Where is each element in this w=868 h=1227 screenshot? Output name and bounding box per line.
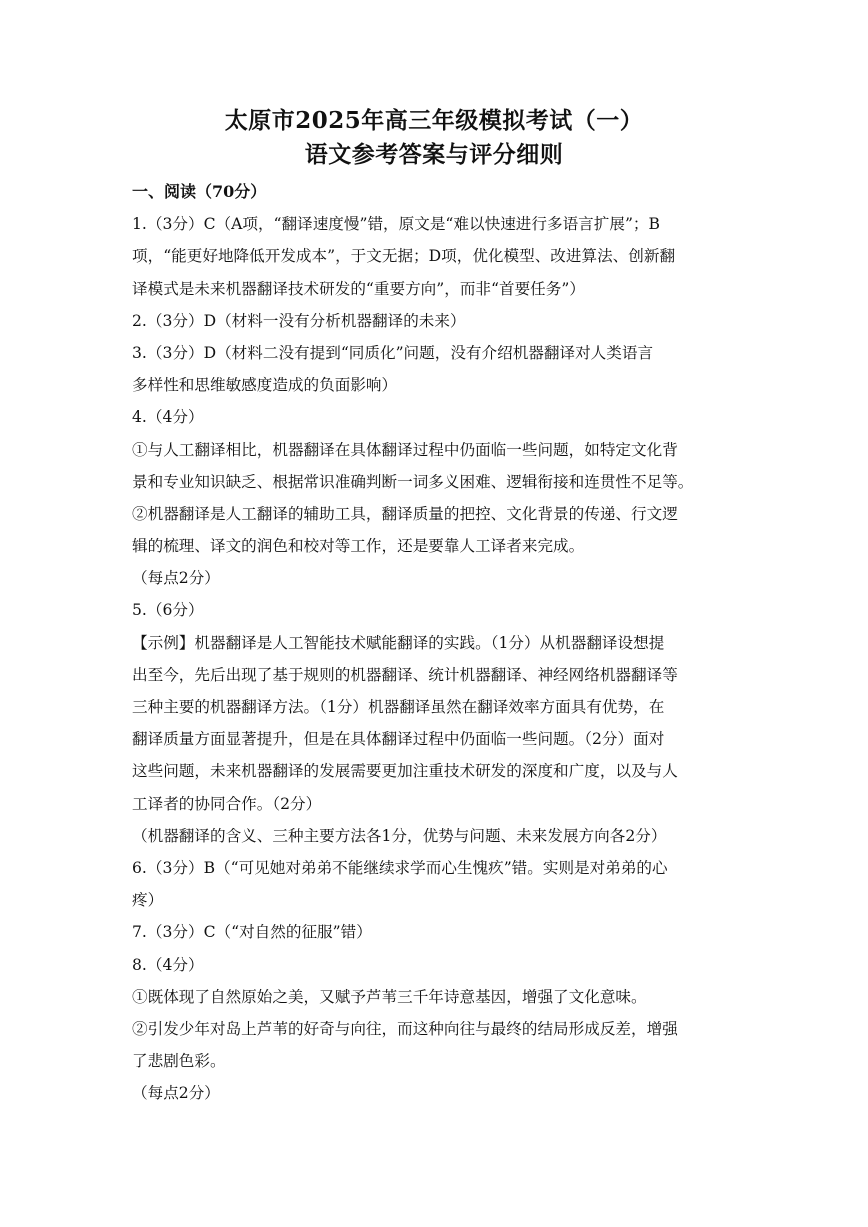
answer-line: 多样性和思维敏感度造成的负面影响） [132, 376, 398, 395]
answer-line: 项，“能更好地降低开发成本”，于文无据；D项，优化模型、改进算法、创新翻 [132, 247, 676, 266]
answer-line: （机器翻译的含义、三种主要方法各1分，优势与问题、未来发展方向各2分） [132, 826, 667, 845]
answer-line: ①既体现了自然原始之美，又赋予芦苇三千年诗意基因，增强了文化意味。 [132, 987, 647, 1006]
answer-line: 工译者的协同合作。（2分） [132, 794, 322, 813]
answer-line: 3.（3分）D（材料二没有提到“同质化”问题，没有介绍机器翻译对人类语言 [132, 343, 654, 362]
document-title: 太原市2025年高三年级模拟考试（一） [224, 107, 644, 134]
answer-line: 译模式是未来机器翻译技术研发的“重要方向”，而非“首要任务”） [132, 279, 585, 298]
answer-line: 7.（3分）C（“对自然的征服”错） [132, 923, 372, 942]
answer-line: 景和专业知识缺乏、根据常识准确判断一词多义困难、逻辑衔接和连贯性不足等。 [132, 472, 694, 491]
answer-line: 2.（3分）D（材料一没有分析机器翻译的未来） [132, 311, 466, 330]
answer-line: 8.（4分） [132, 955, 204, 974]
answer-line: 疼） [132, 891, 164, 910]
answer-content [132, 176, 742, 1109]
answer-line: 了悲剧色彩。 [132, 1052, 226, 1071]
document-subtitle: 语文参考答案与评分细则 [304, 141, 564, 168]
answer-line: ①与人工翻译相比，机器翻译在具体翻译过程中仍面临一些问题，如特定文化背 [132, 440, 678, 459]
answer-line: 6.（3分）B（“可见她对弟弟不能继续求学而心生愧疚”错。实则是对弟弟的心 [132, 858, 668, 877]
answer-line: 出至今，先后出现了基于规则的机器翻译、统计机器翻译、神经网络机器翻译等 [132, 665, 678, 684]
answer-line: 5.（6分） [132, 601, 204, 620]
answer-line: ②引发少年对岛上芦苇的好奇与向往，而这种向往与最终的结局形成反差，增强 [132, 1019, 678, 1038]
answer-line: 翻译质量方面显著提升，但是在具体翻译过程中仍面临一些问题。（2分）面对 [132, 730, 665, 749]
answer-line: 三种主要的机器翻译方法。（1分）机器翻译虽然在翻译效率方面具有优势，在 [132, 698, 665, 716]
answer-line: （每点2分） [132, 569, 220, 588]
section-heading-reading: 一、阅读（70分） [132, 182, 267, 201]
answer-line: ②机器翻译是人工翻译的辅助工具，翻译质量的把控、文化背景的传递、行文逻 [132, 504, 678, 523]
answer-line: 1.（3分）C（A项，“翻译速度慢”错，原文是“难以快速进行多语言扩展”；B [132, 215, 660, 234]
answer-line: （每点2分） [132, 1084, 220, 1103]
answer-line: 4.（4分） [132, 408, 204, 427]
answer-line: 辑的梳理、译文的润色和校对等工作，还是要靠人工译者来完成。 [132, 537, 585, 556]
answer-line: 这些问题，未来机器翻译的发展需要更加注重技术研发的深度和广度，以及与人 [132, 762, 678, 781]
answer-line: 【示例】机器翻译是人工智能技术赋能翻译的实践。（1分）从机器翻译设想提 [132, 633, 665, 652]
